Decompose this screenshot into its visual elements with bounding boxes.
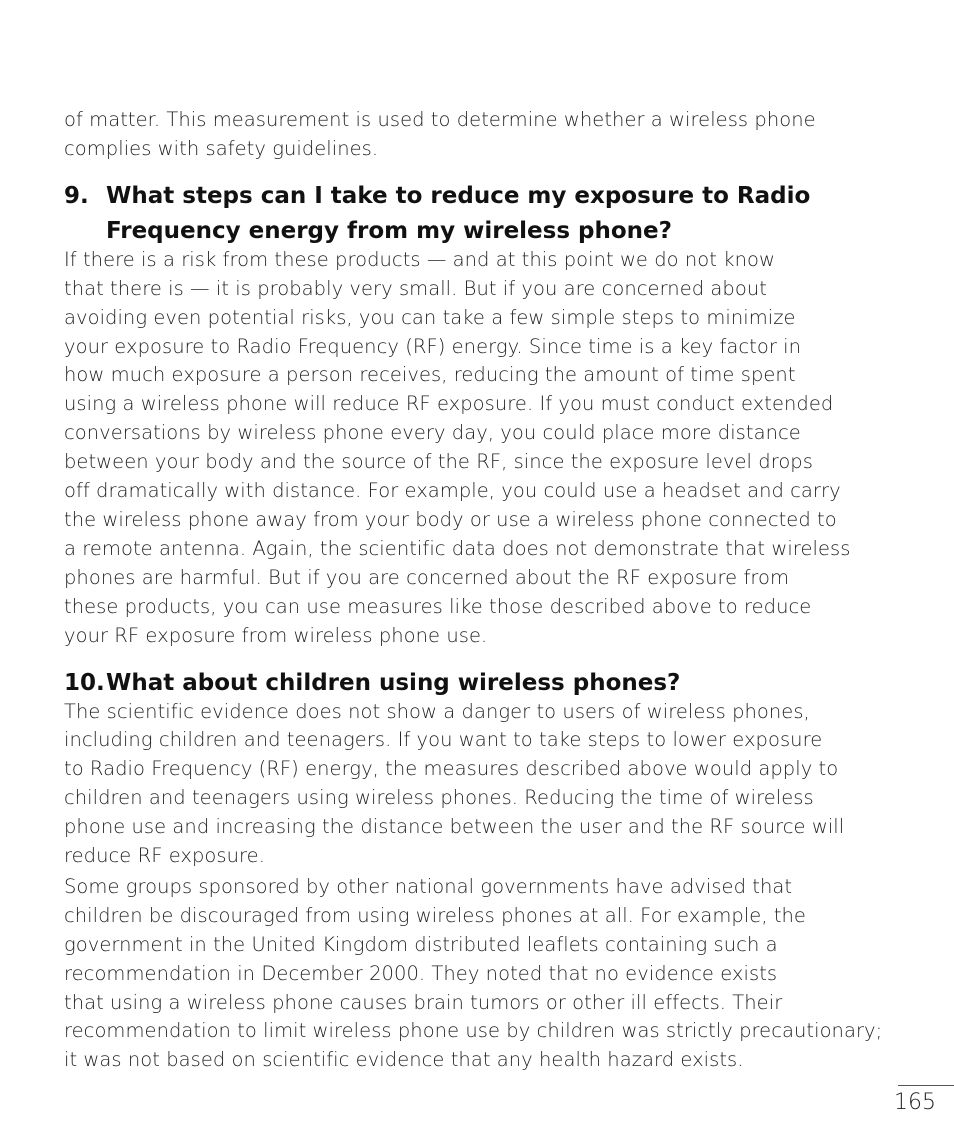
text-line: the wireless phone away from your body or use a wireless phone connected to <box>64 507 837 531</box>
section-title <box>106 179 810 249</box>
text-line: how much exposure a person receives, reducing the amount of time spent <box>64 363 796 387</box>
section-title-line: What about children using wireless phones? <box>106 669 681 696</box>
section-heading-10 <box>64 666 900 701</box>
section-9-paragraph <box>64 246 900 651</box>
section-10-paragraph-1 <box>64 698 900 871</box>
text-line: your RF exposure from wireless phone use. <box>64 623 488 647</box>
text-line: using a wireless phone will reduce RF exposure. If you must conduct extended <box>64 392 834 416</box>
text-line: children be discouraged from using wireless phones at all. For example, the <box>64 903 806 927</box>
text-line: of matter. This measurement is used to determine whether a wireless phone <box>64 108 816 131</box>
text-line: If there is a risk from these products — and at this point we do not know <box>64 247 775 271</box>
text-line: reduce RF exposure. <box>64 844 265 868</box>
text-line: government in the United Kingdom distributed leaflets containing such a <box>64 932 778 956</box>
text-line: to Radio Frequency (RF) energy, the measures described above would apply to <box>64 757 839 781</box>
text-line: children and teenagers using wireless phones. Reducing the time of wireless <box>64 786 814 810</box>
section-title-line: Frequency energy from my wireless phone? <box>106 217 672 244</box>
text-line: your exposure to Radio Frequency (RF) energy. Since time is a key factor in <box>64 334 802 358</box>
text-line: complies with safety guidelines. <box>64 136 379 160</box>
text-line: recommendation to limit wireless phone use by children was strictly precautionary; <box>64 1019 883 1043</box>
section-heading-9 <box>64 179 900 249</box>
text-line: these products, you can use measures like those described above to reduce <box>64 594 812 618</box>
text-line: Some groups sponsored by other national governments have advised that <box>64 874 793 898</box>
text-line: avoiding even potential risks, you can take a few simple steps to minimize <box>64 305 796 329</box>
document-page <box>64 106 900 1075</box>
text-line: that using a wireless phone causes brain tumors or other ill effects. Their <box>64 990 783 1014</box>
text-line: phones are harmful. But if you are concerned about the RF exposure from <box>64 565 790 589</box>
text-line: phone use and increasing the distance between the user and the RF source will <box>64 815 845 839</box>
text-line: between your body and the source of the RF, since the exposure level drops <box>64 450 813 474</box>
text-line: including children and teenagers. If you want to take steps to lower exposure <box>64 728 823 752</box>
text-line: a remote antenna. Again, the scientific data does not demonstrate that wireless <box>64 536 851 560</box>
page-number: 165 <box>894 1090 936 1115</box>
section-10-paragraph-2 <box>64 873 900 1075</box>
text-line: The scientific evidence does not show a danger to users of wireless phones, <box>64 699 810 723</box>
text-line: off dramatically with distance. For example, you could use a headset and carry <box>64 479 841 503</box>
text-line: recommendation in December 2000. They noted that no evidence exists <box>64 961 778 985</box>
text-line: conversations by wireless phone every day, you could place more distance <box>64 421 801 445</box>
text-line: it was not based on scientific evidence that any health hazard exists. <box>64 1048 744 1072</box>
page-number-rule <box>898 1085 954 1086</box>
text-line: that there is — it is probably very small. But if you are concerned about <box>64 276 767 300</box>
section-title <box>106 666 680 701</box>
section-number: 9. <box>64 182 89 209</box>
intro-paragraph <box>64 106 900 164</box>
section-number: 10. <box>64 669 105 696</box>
section-title-line: What steps can I take to reduce my exposure to Radio <box>106 182 811 209</box>
